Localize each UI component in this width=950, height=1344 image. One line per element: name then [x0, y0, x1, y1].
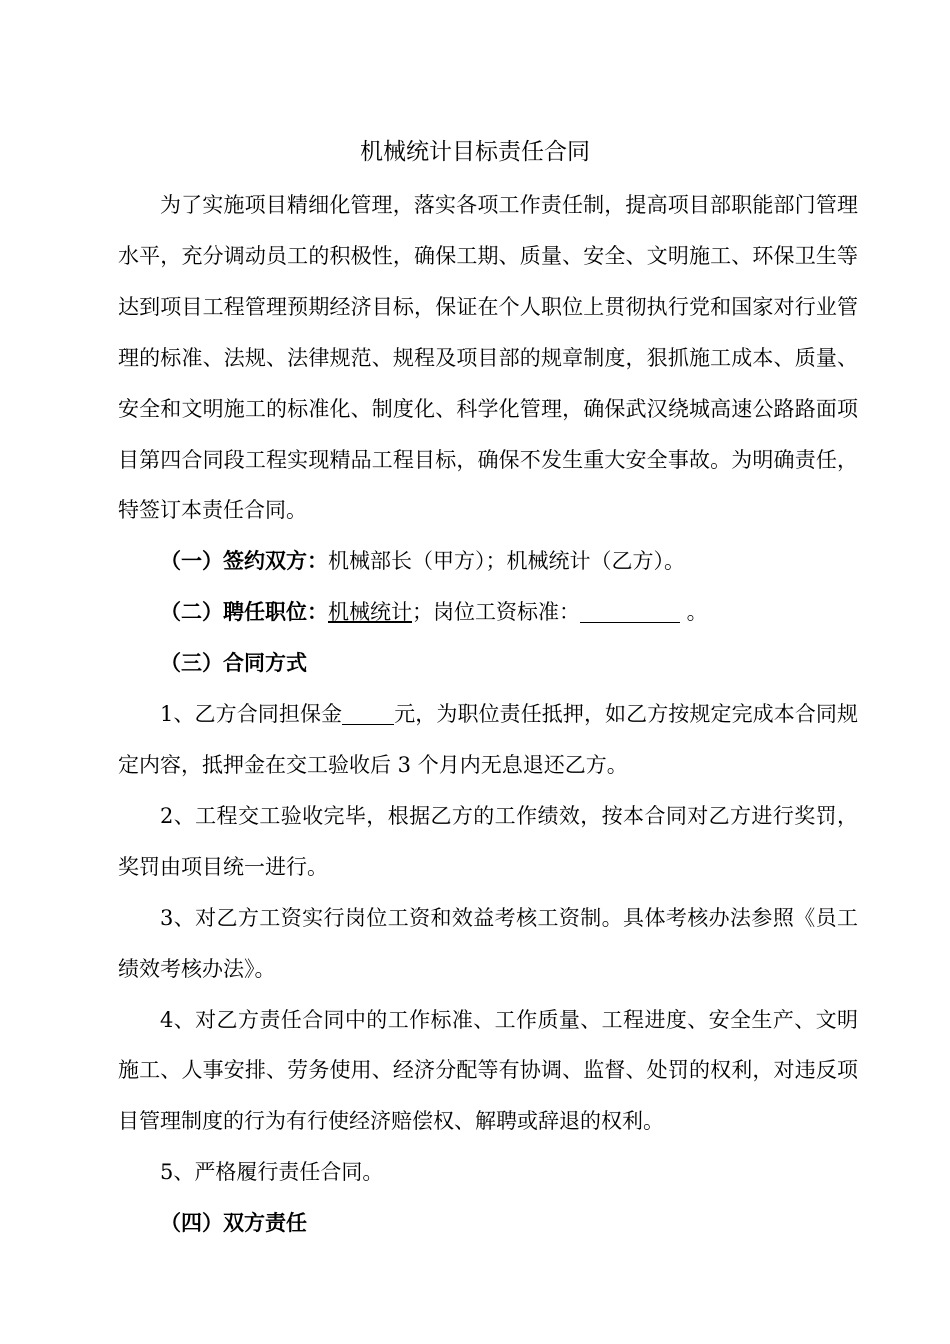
section-1-text: 机械部长（甲方）；机械统计（乙方）。 — [328, 549, 685, 574]
document-title: 机械统计目标责任合同 — [360, 139, 590, 165]
section-1-heading: （一）签约双方： — [160, 548, 328, 574]
wage-blank — [580, 601, 680, 623]
item-3-paragraph: 3、对乙方工资实行岗位工资和效益考核工资制。具体考核办法参照《员工绩效考核办法》。 — [118, 905, 858, 981]
section-3-heading: （三）合同方式 — [160, 650, 307, 676]
document-body — [118, 180, 858, 1249]
deposit-blank — [342, 703, 394, 725]
position-value: 机械统计 — [328, 600, 412, 625]
wage-suffix: 。 — [680, 600, 708, 625]
item-1-start: 1、乙方合同担保金 — [160, 702, 343, 727]
section-2-paragraph — [118, 587, 858, 638]
wage-label: ；岗位工资标准： — [412, 600, 580, 625]
section-1-paragraph — [118, 536, 858, 587]
item-1-paragraph — [118, 689, 858, 791]
item-1-rest: 元，为职位责任抵押，如乙方按规定完成本合同规定内容，抵押金在交工验收后 3 个月内无息退还乙方。 — [118, 702, 858, 777]
section-2-heading: （二）聘任职位： — [160, 599, 328, 625]
item-2-paragraph: 2、工程交工验收完毕，根据乙方的工作绩效，按本合同对乙方进行奖罚，奖罚由项目统一进行。 — [118, 803, 858, 879]
item-5-paragraph: 5、严格履行责任合同。 — [160, 1160, 384, 1185]
item-4-paragraph: 4、对乙方责任合同中的工作标准、工作质量、工程进度、安全生产、文明施工、人事安排、劳务使用、经济分配等有协调、监督、处罚的权利，对违反项目管理制度的行为有行使经济赔偿权、解聘或辞退的权利。 — [118, 1007, 858, 1134]
intro-paragraph: 为了实施项目精细化管理，落实各项工作责任制，提高项目部职能部门管理水平，充分调动员工的积极性，确保工期、质量、安全、文明施工、环保卫生等达到项目工程管理预期经济目标，保证在个人职位上贯彻执行党和国家对行业管理的标准、法规、法律规范、规程及项目部的规章制度，狠抓施工成本、质量、安全和文明施工的标准化、制度化、科学化管理，确保武汉绕城高速公路路面项目第四合同段工程实现精品工程目标，确保不发生重大安全事故。为明确责任，特签订本责任合同。 — [118, 193, 858, 523]
section-4-heading: （四）双方责任 — [160, 1210, 307, 1236]
